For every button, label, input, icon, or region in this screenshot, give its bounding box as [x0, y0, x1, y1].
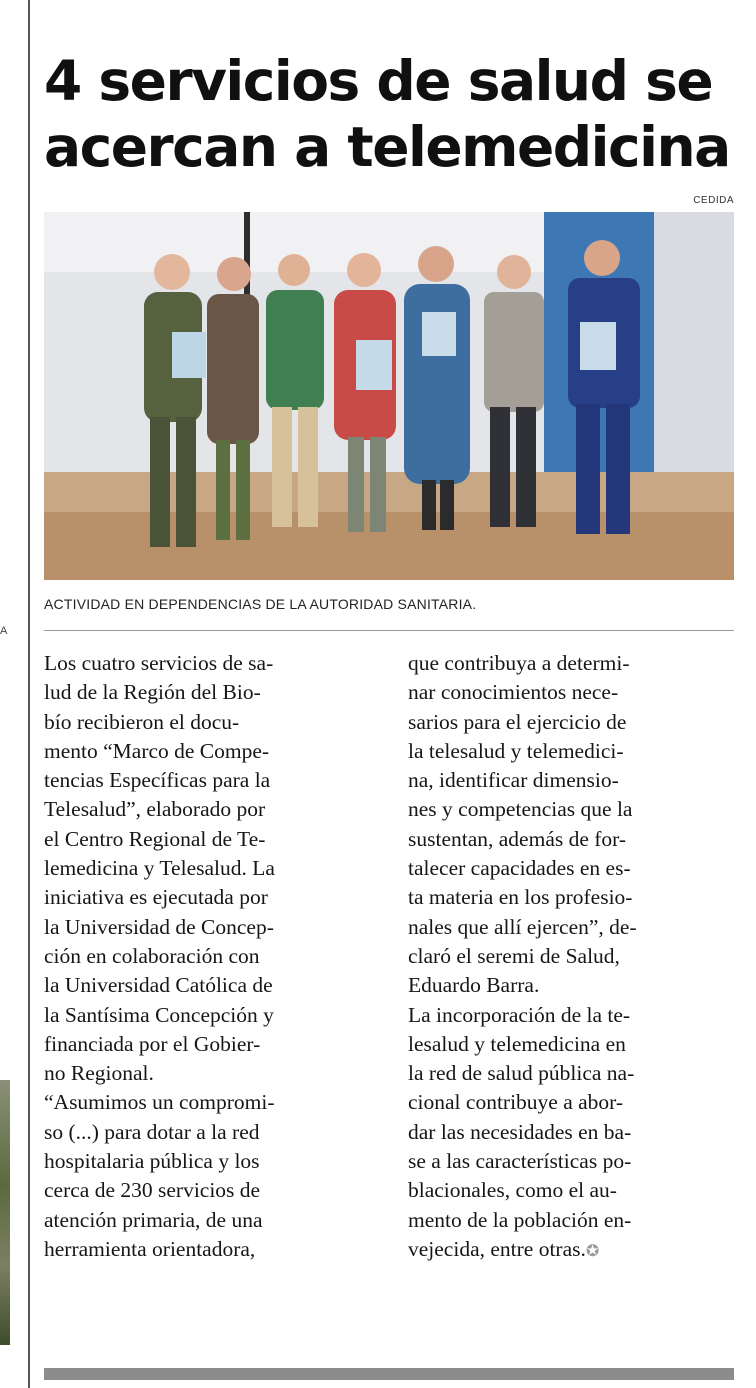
adjacent-photo-fragment [0, 1080, 10, 1345]
body-line: so (...) para dotar a la red [44, 1119, 260, 1144]
body-line-text: vejecida, entre otras. [408, 1236, 586, 1261]
body-line: “Asumimos un compromi- [44, 1090, 275, 1115]
body-line: blacionales, como el au- [408, 1178, 617, 1203]
end-of-article-icon: ✪ [585, 1242, 600, 1260]
body-line: claró el seremi de Salud, [408, 943, 620, 968]
body-line: que contribuya a determi- [408, 651, 630, 675]
body-line: el Centro Regional de Te- [44, 826, 266, 851]
body-line: se a las características po- [408, 1149, 632, 1174]
body-line: financiada por el Gobier- [44, 1031, 261, 1056]
body-column-left [44, 649, 374, 1264]
headline-line-2: acercan a telemedicina [44, 115, 730, 179]
body-line: la Universidad de Concep- [44, 914, 274, 939]
body-line: dar las necesidades en ba- [408, 1119, 632, 1144]
body-line: nar conocimientos nece- [408, 680, 619, 705]
body-line: mento de la población en- [408, 1207, 632, 1232]
body-line: atención primaria, de una [44, 1207, 263, 1232]
body-line: ta materia en los profesio- [408, 885, 633, 910]
body-line: cional contribuye a abor- [408, 1090, 624, 1115]
body-line: Telesalud”, elaborado por [44, 797, 266, 822]
body-line-last [408, 1235, 738, 1266]
body-line: la Universidad Católica de [44, 973, 273, 998]
adjacent-article-fragment: A [0, 625, 8, 637]
headline [44, 48, 744, 180]
body-line: iniciativa es ejecutada por [44, 885, 268, 910]
body-line: lud de la Región del Bio- [44, 680, 261, 705]
body-line: na, identificar dimensio- [408, 768, 619, 793]
body-line: la Santísima Concepción y [44, 1002, 274, 1027]
column-divider-rule [28, 0, 30, 1388]
body-line: ción en colaboración con [44, 943, 260, 968]
body-line: hospitalaria pública y los [44, 1149, 260, 1174]
body-line: lesalud y telemedicina en [408, 1031, 626, 1056]
body-line: Eduardo Barra. [408, 973, 540, 998]
body-line: tencias Específicas para la [44, 768, 271, 793]
headline-line-1: 4 servicios de salud se [44, 49, 713, 113]
body-line: bío recibieron el docu- [44, 709, 240, 734]
body-line: La incorporación de la te- [408, 1002, 631, 1027]
body-line: la red de salud pública na- [408, 1061, 635, 1086]
caption-divider [44, 630, 734, 631]
body-line: cerca de 230 servicios de [44, 1178, 261, 1203]
body-line: sarios para el ejercicio de [408, 709, 627, 734]
body-line: sustentan, además de for- [408, 826, 627, 851]
photo-credit: CEDIDA [693, 195, 734, 206]
body-line: nes y competencias que la [408, 797, 633, 822]
body-line: mento “Marco de Compe- [44, 738, 270, 763]
body-line: herramienta orientadora, [44, 1236, 256, 1261]
body-line: talecer capacidades en es- [408, 856, 631, 881]
body-line: la telesalud y telemedici- [408, 738, 624, 763]
group-photo [44, 212, 734, 580]
photo-caption: ACTIVIDAD EN DEPENDENCIAS DE LA AUTORIDAD SANITARIA. [44, 596, 477, 612]
body-line: nales que allí ejercen”, de- [408, 914, 637, 939]
body-line: Los cuatro servicios de sa- [44, 651, 274, 675]
body-line: lemedicina y Telesalud. La [44, 856, 275, 881]
footer-bar [44, 1368, 734, 1380]
body-column-right [408, 649, 738, 1266]
body-line: no Regional. [44, 1061, 154, 1086]
